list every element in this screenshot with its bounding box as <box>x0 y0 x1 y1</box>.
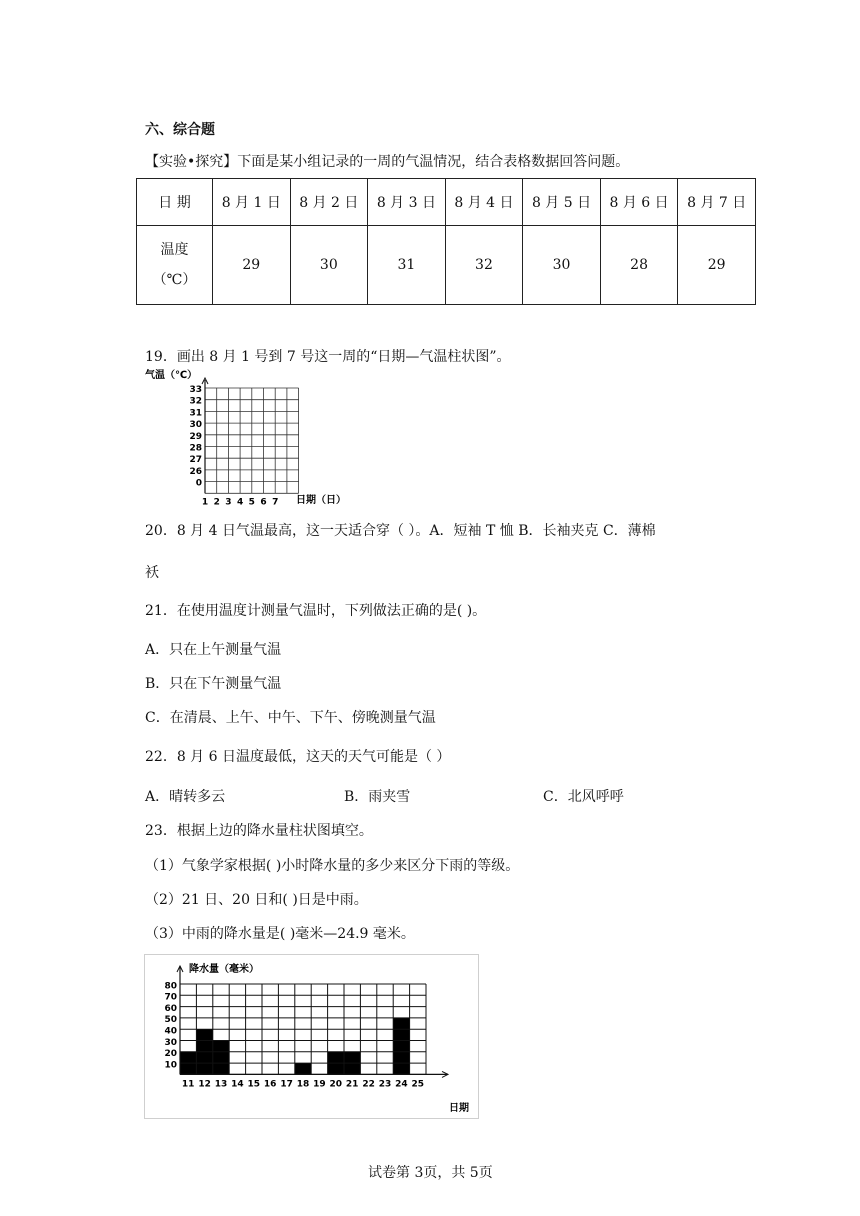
y-tick-label: 70 <box>164 992 177 1003</box>
x-tick-label: 18 <box>296 1079 310 1090</box>
temp-cell: 29 <box>213 226 291 305</box>
temp-cell: 31 <box>368 226 446 305</box>
chart1-x-ticks <box>202 497 278 507</box>
x-tick-label: 5 <box>248 497 255 508</box>
y-tick-label: 33 <box>189 385 202 395</box>
x-tick-label: 6 <box>260 497 267 508</box>
question-23: 23．根据上边的降水量柱状图填空。 <box>145 823 373 839</box>
question-23-part1: （1）气象学家根据( )小时降水量的多少来区分下雨的等级。 <box>145 858 520 874</box>
y-tick-label: 0 <box>195 478 202 489</box>
temp-header <box>137 226 213 305</box>
y-tick-label: 20 <box>164 1049 177 1060</box>
x-tick-label: 11 <box>181 1079 195 1090</box>
y-tick-label: 40 <box>164 1026 177 1037</box>
y-tick-label: 30 <box>189 420 202 431</box>
intro-text: 【实验•探究】下面是某小组记录的一周的气温情况，结合表格数据回答问题。 <box>145 154 630 170</box>
y-tick-label: 10 <box>164 1060 177 1071</box>
page-footer: 试卷第 3页，共 5页 <box>368 1165 493 1181</box>
precipitation-bar-chart <box>144 954 480 1120</box>
question-21-option-c: C．在清晨、上午、中午、下午、傍晚测量气温 <box>145 710 436 726</box>
precipitation-bar <box>295 1063 311 1074</box>
y-tick-label: 31 <box>189 408 202 419</box>
chart2-ylabel: 降水量（毫米） <box>189 964 259 975</box>
date-cell: 8 月 7 日 <box>678 179 756 226</box>
x-tick-label: 22 <box>362 1079 375 1090</box>
x-tick-label: 23 <box>378 1079 392 1090</box>
question-23-part3: （3）中雨的降水量是( )毫米—24.9 毫米。 <box>145 926 415 942</box>
precipitation-bar <box>213 1041 229 1075</box>
question-21: 21．在使用温度计测量气温时，下列做法正确的是( )。 <box>145 603 487 619</box>
chart2-xlabel: 日期 <box>449 1103 469 1114</box>
question-22: 22．8 月 6 日温度最低，这天的天气可能是（ ） <box>145 749 451 765</box>
x-tick-label: 3 <box>225 497 232 508</box>
y-tick-label: 29 <box>189 431 202 442</box>
chart1-y-ticks <box>189 385 202 489</box>
question-22-option-c: C．北风呼呼 <box>543 789 624 805</box>
x-tick-label: 1 <box>201 497 209 508</box>
temp-cell: 28 <box>600 226 678 305</box>
y-tick-label: 26 <box>189 466 202 477</box>
x-tick-label: 15 <box>247 1079 261 1090</box>
temperature-table <box>136 178 756 305</box>
question-22-option-a: A．晴转多云 <box>145 789 226 805</box>
chart1-xlabel: 日期（日） <box>296 495 346 506</box>
chart1-ylabel: 气温（℃） <box>145 370 198 381</box>
question-23-part2: （2）21 日、20 日和( )日是中雨。 <box>145 892 368 908</box>
question-22-option-b: B．雨夹雪 <box>344 789 411 805</box>
x-tick-label: 25 <box>411 1079 425 1090</box>
question-21-option-b: B．只在下午测量气温 <box>145 676 282 692</box>
chart1-grid <box>202 378 299 493</box>
chart2-y-ticks <box>164 981 177 1070</box>
date-cell: 8 月 2 日 <box>290 179 368 226</box>
temp-cell: 29 <box>678 226 756 305</box>
temp-cell: 30 <box>290 226 368 305</box>
date-cell: 8 月 3 日 <box>368 179 446 226</box>
temp-cell: 32 <box>445 226 523 305</box>
x-tick-label: 14 <box>231 1079 244 1090</box>
y-tick-label: 28 <box>189 443 202 454</box>
x-tick-label: 12 <box>198 1079 211 1090</box>
y-tick-label: 80 <box>164 981 177 992</box>
date-header: 日 期 <box>137 179 213 226</box>
question-19: 19．画出 8 月 1 号到 7 号这一周的“日期—气温柱状图”。 <box>145 349 511 365</box>
y-tick-label: 30 <box>164 1037 177 1048</box>
temp-cell: 30 <box>523 226 601 305</box>
temp-header-line2: （℃） <box>152 272 197 288</box>
temp-header-line1: 温度 <box>160 242 189 258</box>
y-tick-label: 60 <box>164 1003 177 1014</box>
chart2-x-ticks <box>182 1079 424 1089</box>
x-tick-label: 2 <box>213 497 220 508</box>
temperature-bar-chart <box>143 366 363 512</box>
x-tick-label: 20 <box>329 1079 343 1090</box>
x-tick-label: 24 <box>395 1079 408 1090</box>
x-tick-label: 13 <box>214 1079 228 1090</box>
y-tick-label: 50 <box>164 1015 177 1026</box>
y-tick-label: 27 <box>189 455 202 466</box>
date-cell: 8 月 6 日 <box>600 179 678 226</box>
question-20-line1: 20．8 月 4 日气温最高，这一天适合穿（ ）。A．短袖 T 恤 B．长袖夹克 C．薄棉 <box>145 523 656 539</box>
date-cell: 8 月 5 日 <box>523 179 601 226</box>
x-tick-label: 7 <box>272 497 279 508</box>
section-title: 六、综合题 <box>145 122 215 138</box>
x-tick-label: 4 <box>236 497 244 508</box>
question-21-option-a: A．只在上午测量气温 <box>145 642 282 658</box>
x-tick-label: 21 <box>345 1079 359 1090</box>
date-cell: 8 月 1 日 <box>213 179 291 226</box>
x-tick-label: 19 <box>313 1079 326 1090</box>
question-20-line2: 袄 <box>145 565 159 581</box>
y-tick-label: 32 <box>189 396 202 407</box>
precipitation-bar <box>393 1018 409 1075</box>
x-tick-label: 17 <box>280 1079 293 1090</box>
x-tick-label: 16 <box>263 1079 277 1090</box>
date-cell: 8 月 4 日 <box>445 179 523 226</box>
